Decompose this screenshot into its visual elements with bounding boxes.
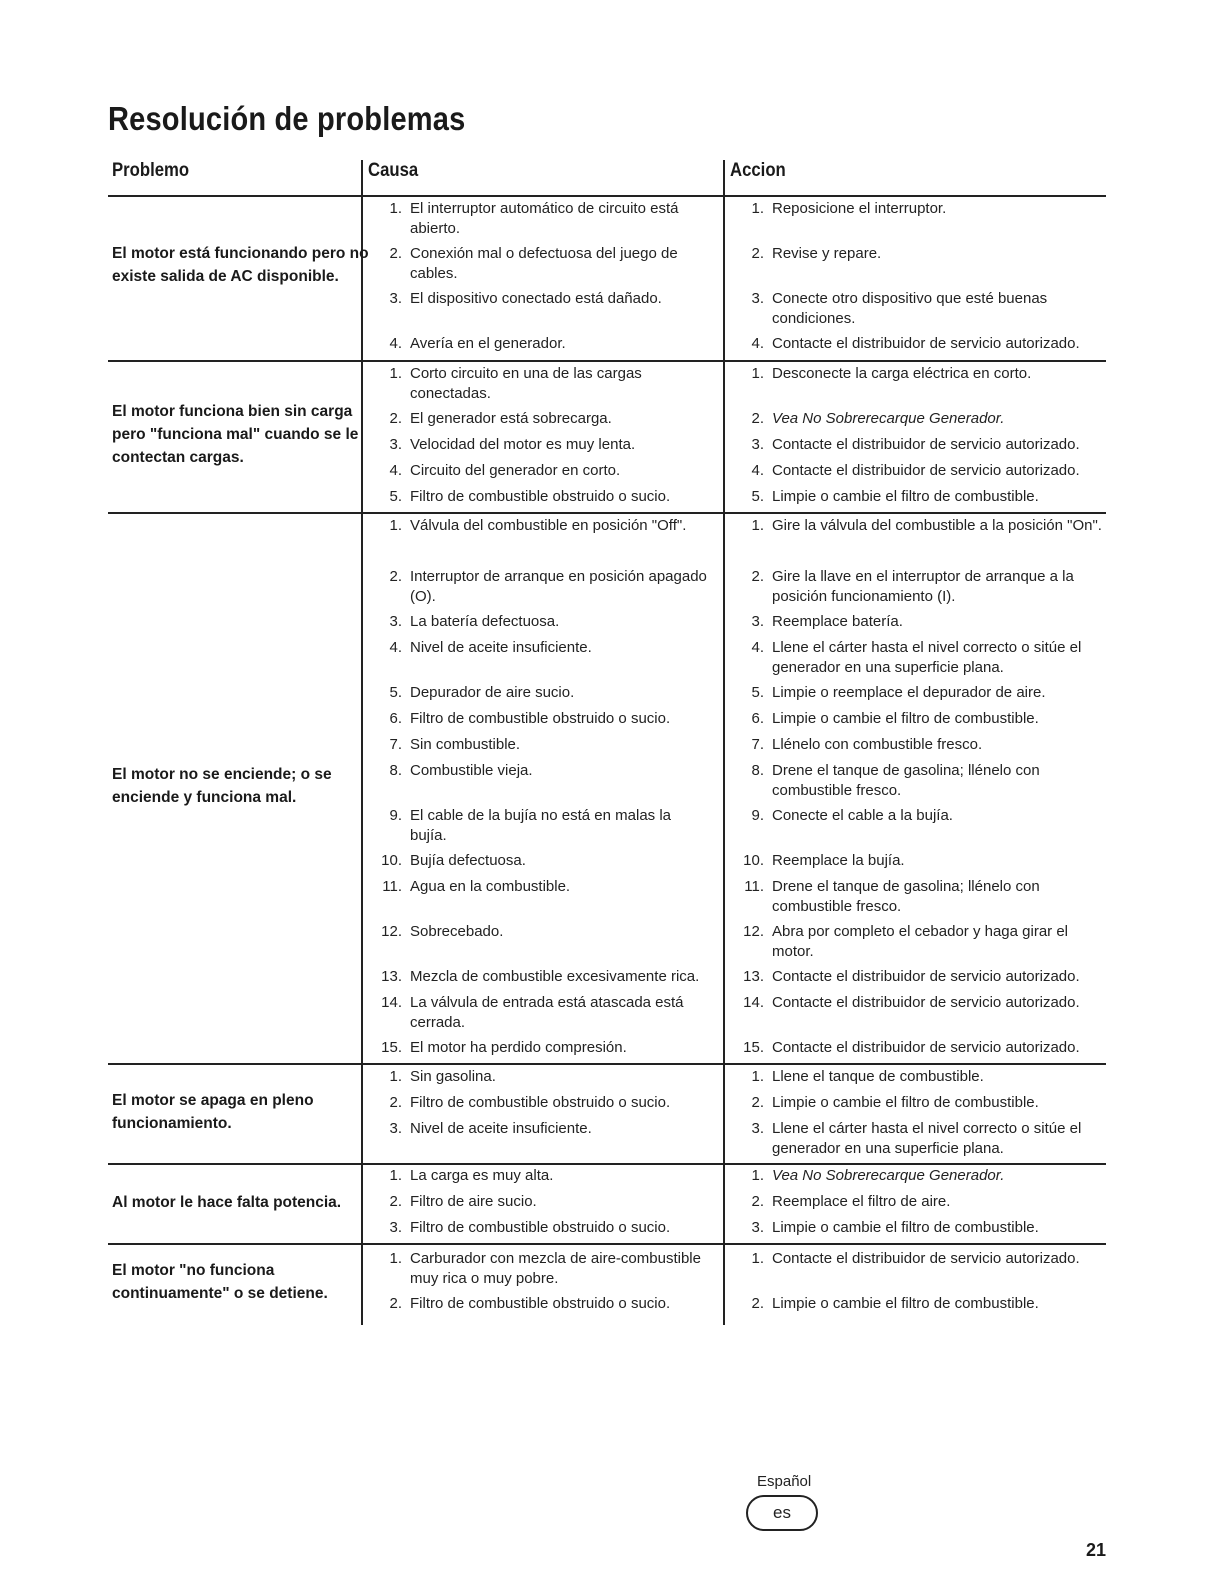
problem-label: El motor se apaga en pleno funcionamiento. <box>112 1092 314 1132</box>
cause-item: 2. Interruptor de arranque en posición apagado (O). <box>389 568 707 605</box>
problem-label: El motor está funcionando pero no existe salida de AC disponible. <box>112 245 369 285</box>
cause-item: 3. La batería defectuosa. <box>389 613 560 630</box>
cause-list <box>370 364 710 511</box>
cause-item: 8. Combustible vieja. <box>389 762 533 779</box>
cause-item: 5. Depurador de aire sucio. <box>389 684 575 701</box>
section-rule <box>108 1163 1106 1165</box>
cause-item: 1. Carburador con mezcla de aire-combustible muy rica o muy pobre. <box>389 1250 701 1287</box>
header-rule <box>108 195 1106 197</box>
cause-item: 1. La carga es muy alta. <box>389 1167 554 1184</box>
problem-label: El motor funciona bien sin carga pero "funciona mal" cuando se le contectan cargas. <box>112 403 359 466</box>
problem-section <box>108 199 1106 359</box>
page-number: 21 <box>1086 1540 1107 1560</box>
section-rule <box>108 360 1106 362</box>
action-list <box>732 1166 1102 1242</box>
action-item: 3. Llene el cárter hasta el nivel correcto o sitúe el generador en una superficie plana. <box>751 1120 1082 1157</box>
cause-item: 11. Agua en la combustible. <box>382 878 571 895</box>
action-item: 1. Reposicione el interruptor. <box>751 200 947 217</box>
cause-list <box>370 1249 710 1318</box>
action-item: 1. Desconecte la carga eléctrica en corto. <box>751 365 1032 382</box>
section-rule <box>108 1063 1106 1065</box>
cause-item: 2. El generador está sobrecarga. <box>389 410 612 427</box>
cause-list <box>370 516 710 1062</box>
cause-item: 3. Nivel de aceite insuficiente. <box>389 1120 592 1137</box>
action-item: 1. Gire la válvula del combustible a la posición "On". <box>751 517 1102 534</box>
action-item: 4. Contacte el distribuidor de servicio autorizado. <box>751 462 1080 479</box>
problem-label: Al motor le hace falta potencia. <box>112 1194 342 1211</box>
problem-label: El motor no se enciende; o se enciende y funciona mal. <box>112 766 332 806</box>
cause-item: 6. Filtro de combustible obstruido o sucio. <box>389 710 671 727</box>
problem-label: El motor "no funciona continuamente" o se detiene. <box>112 1262 328 1302</box>
action-item: 14. Contacte el distribuidor de servicio autorizado. <box>743 994 1080 1011</box>
problem-section <box>108 516 1106 1062</box>
action-item: 3. Limpie o cambie el filtro de combustible. <box>751 1219 1039 1236</box>
cause-item: 4. Avería en el generador. <box>389 335 566 352</box>
cause-item: 1. El interruptor automático de circuito está abierto. <box>389 200 679 237</box>
action-item: 5. Limpie o reemplace el depurador de aire. <box>751 684 1046 701</box>
problem-section <box>108 364 1106 511</box>
cause-item: 15. El motor ha perdido compresión. <box>381 1039 627 1056</box>
cause-item: 2. Conexión mal o defectuosa del juego de cables. <box>389 245 678 282</box>
action-item: 9. Conecte el cable a la bujía. <box>751 807 953 824</box>
cause-item: 12. Sobrecebado. <box>381 923 504 940</box>
problem-section <box>108 1249 1106 1325</box>
action-list <box>732 516 1102 1062</box>
action-item: 1. Vea No Sobrerecarque Generador. <box>751 1167 1005 1184</box>
footer-language: Español <box>757 1473 812 1490</box>
action-item: 3. Reemplace batería. <box>751 613 903 630</box>
cause-item: 4. Nivel de aceite insuficiente. <box>389 639 592 656</box>
cause-list <box>370 199 710 358</box>
action-item: 2. Revise y repare. <box>751 245 882 262</box>
cause-item: 1. Sin gasolina. <box>389 1068 496 1085</box>
action-item: 4. Llene el cárter hasta el nivel correcto o sitúe el generador en una superficie plana. <box>751 639 1082 676</box>
action-item: 13. Contacte el distribuidor de servicio autorizado. <box>743 968 1080 985</box>
action-item: 12. Abra por completo el cebador y haga girar el motor. <box>743 923 1069 960</box>
action-list <box>732 364 1102 511</box>
action-list <box>732 1249 1102 1318</box>
page-title: Resolución de problemas <box>108 100 466 137</box>
cause-item: 10. Bujía defectuosa. <box>381 852 526 869</box>
cause-item: 14. La válvula de entrada está atascada está cerrada. <box>381 994 684 1031</box>
problem-section <box>108 1067 1106 1162</box>
cause-item: 7. Sin combustible. <box>389 736 521 753</box>
action-item: 1. Contacte el distribuidor de servicio autorizado. <box>751 1250 1080 1267</box>
cause-item: 1. Válvula del combustible en posición "Off". <box>389 517 687 534</box>
cause-item: 13. Mezcla de combustible excesivamente rica. <box>381 968 700 985</box>
cause-item: 3. El dispositivo conectado está dañado. <box>389 290 662 307</box>
action-item: 11. Drene el tanque de gasolina; llénelo con combustible fresco. <box>744 878 1040 915</box>
cause-item: 2. Filtro de aire sucio. <box>389 1193 537 1210</box>
section-rule <box>108 1243 1106 1245</box>
action-list <box>732 1067 1102 1159</box>
action-list <box>732 199 1102 358</box>
header-action: Accion <box>730 160 786 181</box>
action-item: 8. Drene el tanque de gasolina; llénelo con combustible fresco. <box>751 762 1040 799</box>
cause-list <box>370 1166 710 1242</box>
section-rule <box>108 512 1106 514</box>
action-item: 3. Contacte el distribuidor de servicio autorizado. <box>751 436 1080 453</box>
action-item: 5. Limpie o cambie el filtro de combustible. <box>751 488 1039 505</box>
action-item: 2. Gire la llave en el interruptor de arranque a la posición funcionamiento (I). <box>751 568 1074 605</box>
table-header <box>108 160 1106 196</box>
cause-item: 4. Circuito del generador en corto. <box>389 462 621 479</box>
header-cause: Causa <box>368 160 419 181</box>
language-badge: es <box>746 1495 818 1531</box>
cause-item: 5. Filtro de combustible obstruido o sucio. <box>389 488 671 505</box>
action-item: 2. Limpie o cambie el filtro de combustible. <box>751 1094 1039 1111</box>
action-item: 2. Limpie o cambie el filtro de combustible. <box>751 1295 1039 1312</box>
action-item: 1. Llene el tanque de combustible. <box>751 1068 984 1085</box>
action-item: 2. Vea No Sobrerecarque Generador. <box>751 410 1005 427</box>
cause-list <box>370 1067 710 1159</box>
action-item: 7. Llénelo con combustible fresco. <box>751 736 983 753</box>
action-item: 6. Limpie o cambie el filtro de combustible. <box>751 710 1039 727</box>
cause-item: 9. El cable de la bujía no está en malas la bujía. <box>389 807 671 844</box>
cause-item: 2. Filtro de combustible obstruido o sucio. <box>389 1094 671 1111</box>
action-item: 15. Contacte el distribuidor de servicio autorizado. <box>743 1039 1080 1056</box>
header-problem: Problemo <box>112 160 190 181</box>
action-item: 4. Contacte el distribuidor de servicio autorizado. <box>751 335 1080 352</box>
cause-item: 3. Filtro de combustible obstruido o sucio. <box>389 1219 671 1236</box>
action-item: 10. Reemplace la bujía. <box>743 852 905 869</box>
problem-section <box>108 1166 1106 1242</box>
cause-item: 3. Velocidad del motor es muy lenta. <box>389 436 636 453</box>
cause-item: 2. Filtro de combustible obstruido o sucio. <box>389 1295 671 1312</box>
action-item: 3. Conecte otro dispositivo que esté buenas condiciones. <box>751 290 1048 327</box>
action-item: 2. Reemplace el filtro de aire. <box>751 1193 951 1210</box>
cause-item: 1. Corto circuito en una de las cargas conectadas. <box>389 365 642 402</box>
